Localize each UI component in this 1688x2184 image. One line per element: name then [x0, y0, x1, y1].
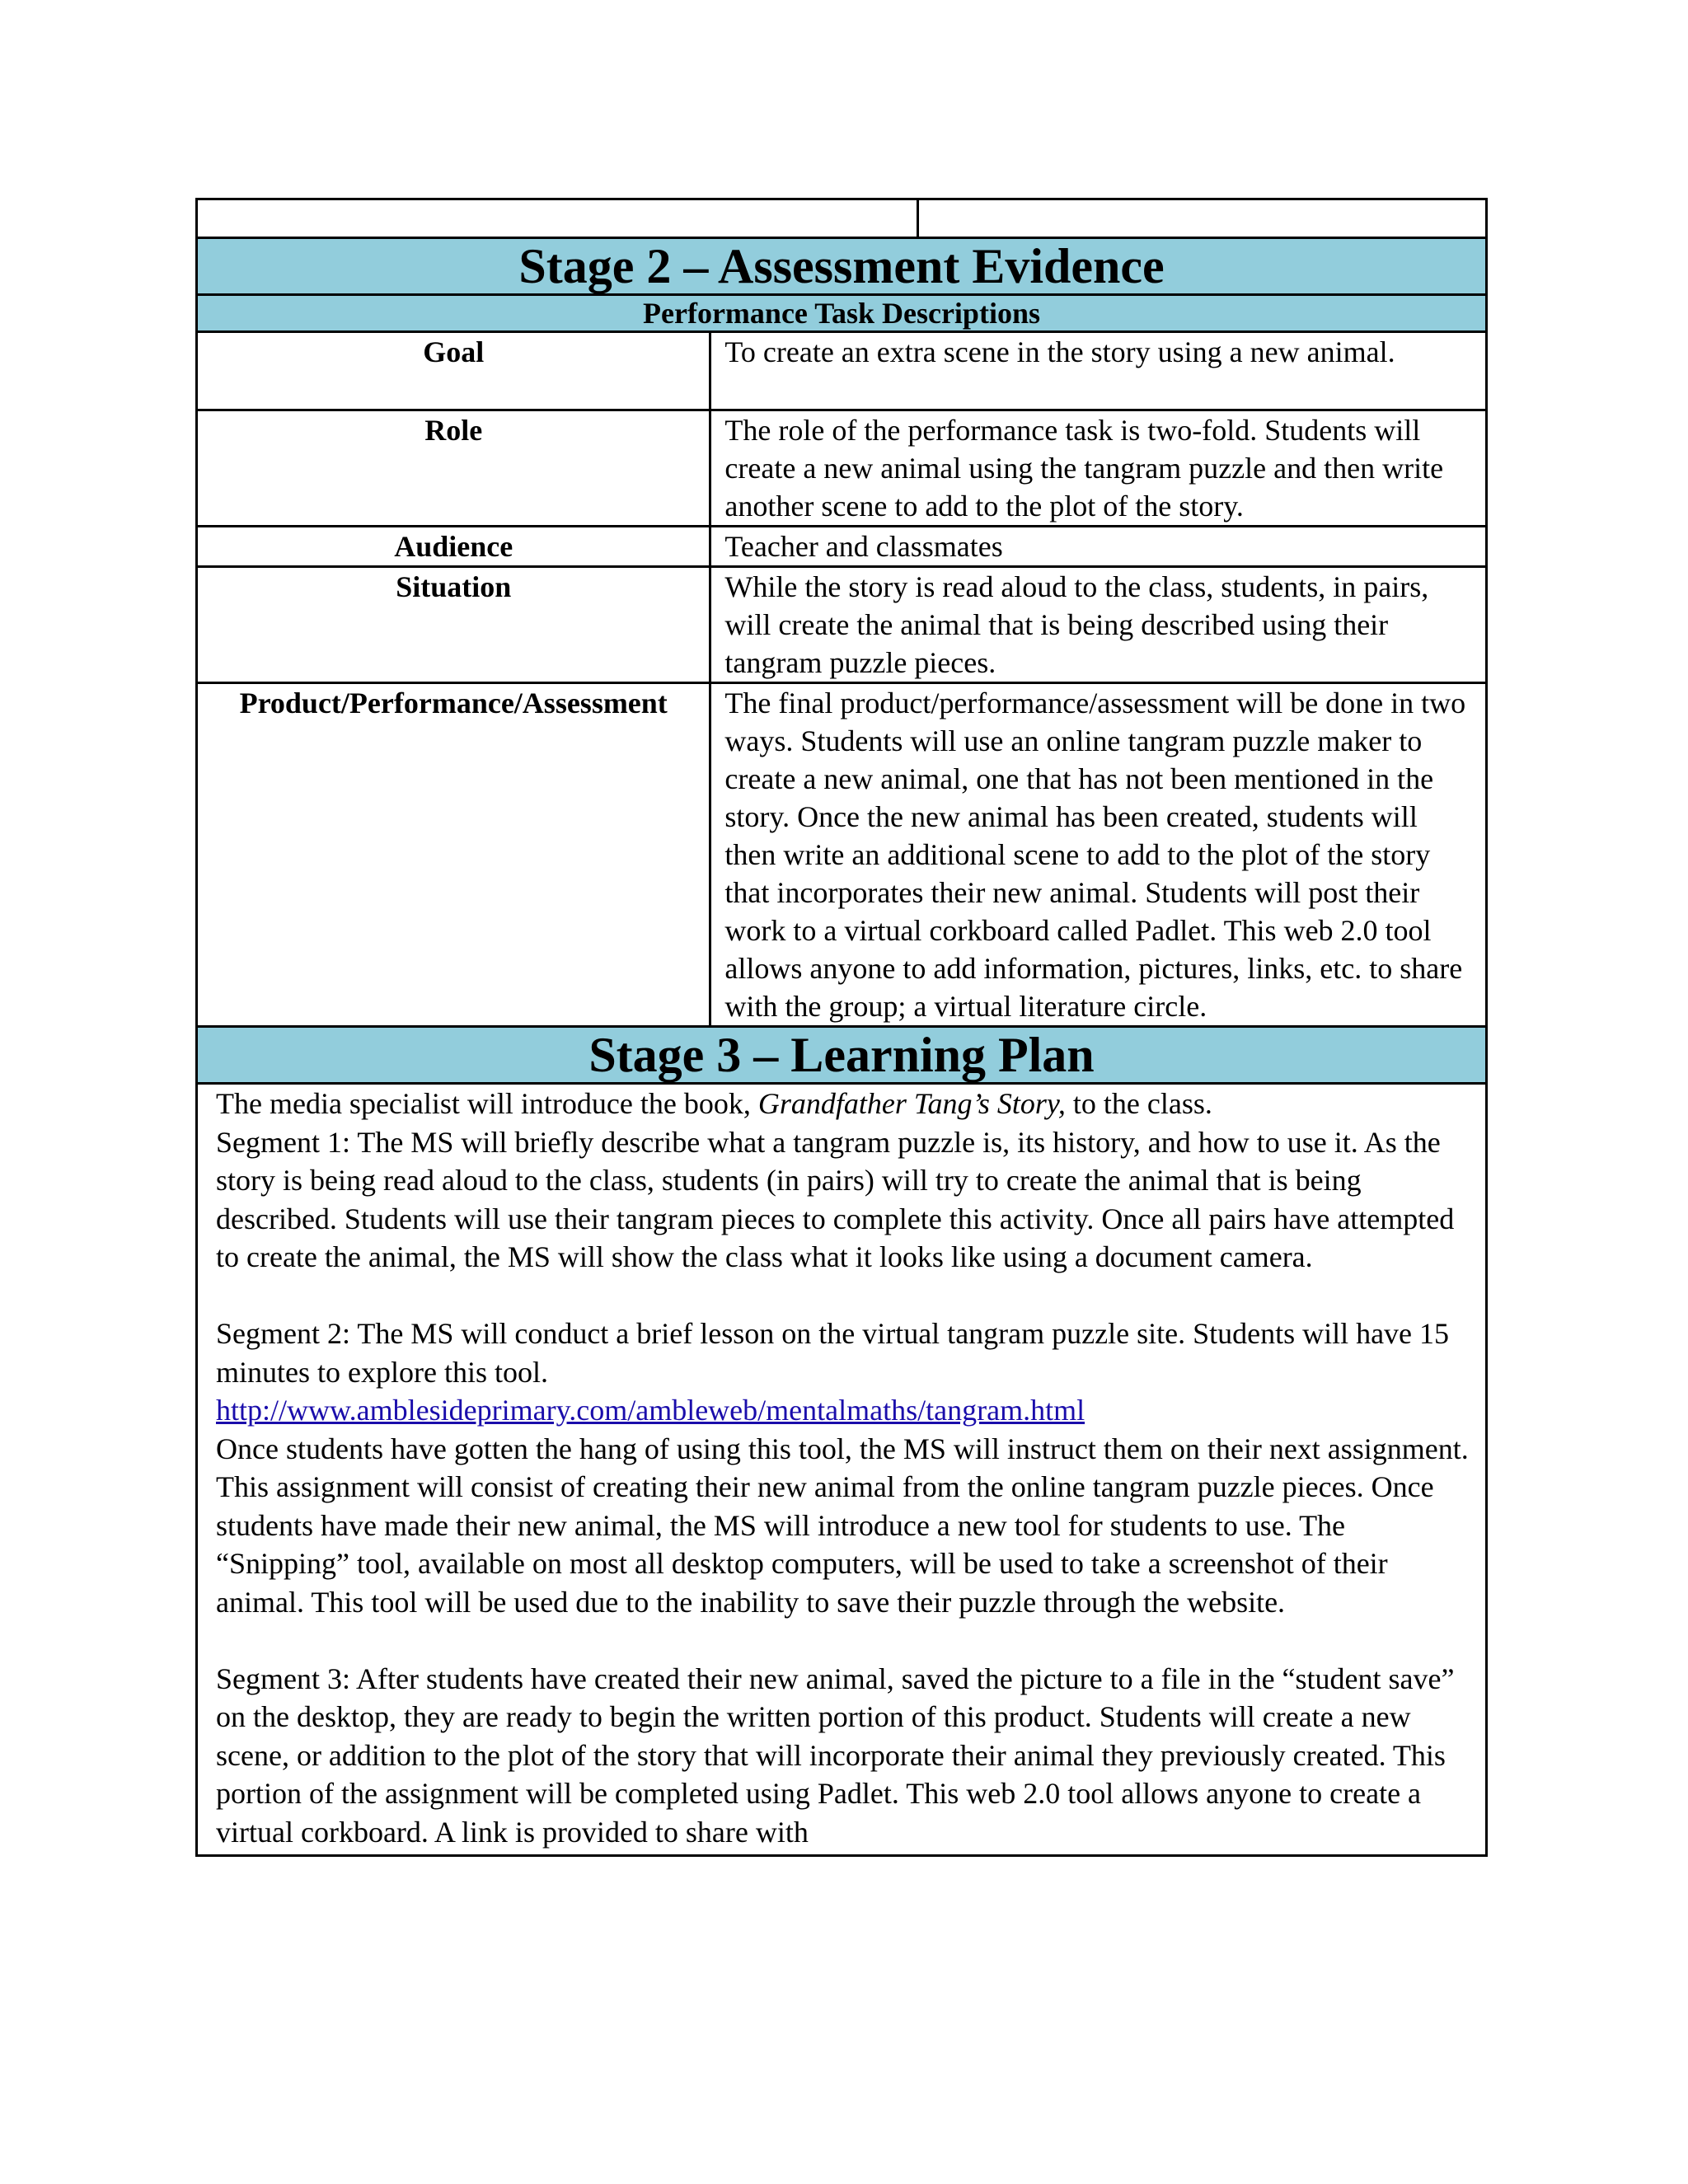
goal-value: To create an extra scene in the story using a new animal. [710, 332, 1487, 410]
empty-cell-left [197, 199, 918, 238]
performance-task-heading: Performance Task Descriptions [197, 295, 1487, 332]
stage3-header-row [197, 1027, 1487, 1084]
empty-header-row [197, 199, 1487, 238]
product-value: The final product/performance/assessment will be done in two ways. Students will use an online tangram puzzle maker to create a new animal, one that has not been mentioned in the story. Once the new animal has been created, students will then write an additional scene to add to the plot of the story that incorporates their new animal. Students will post their work to a virtual corkboard called Padlet. This web 2.0 tool allows anyone to add information, pictures, links, etc. to share with the group; a virtual literature circle. [710, 683, 1487, 1027]
document-page [195, 198, 1488, 1857]
role-row [197, 410, 1487, 527]
role-value: The role of the performance task is two-fold. Students will create a new animal using the tangram puzzle and then write another scene to add to the plot of the story. [710, 410, 1487, 527]
segment2-continued-paragraph: Once students have gotten the hang of using this tool, the MS will instruct them on their next assignment. This assignment will consist of creating their new animal from the online tangram puzzle pieces. Once students have made their new animal, the MS will introduce a new tool for students to use. The “Snipping” tool, available on most all desktop computers, will be used to take a screenshot of their animal. This tool will be used due to the inability to save their puzzle through the website. [216, 1432, 1469, 1619]
stage2-title: Stage 2 – Assessment Evidence [197, 238, 1487, 295]
audience-value: Teacher and classmates [710, 527, 1487, 567]
situation-value: While the story is read aloud to the class, students, in pairs, will create the animal that is being described using their tangram puzzle pieces. [710, 567, 1487, 683]
stage2-header-row [197, 238, 1487, 295]
audience-row [197, 527, 1487, 567]
book-title: Grandfather Tang’s Story, [757, 1087, 1066, 1120]
empty-cell-right [917, 199, 1486, 238]
role-label: Role [197, 410, 710, 527]
goal-label: Goal [197, 332, 710, 410]
learning-plan-row [197, 1084, 1487, 1856]
lesson-plan-table [195, 198, 1488, 1857]
tangram-link-line [216, 1391, 1470, 1430]
learning-plan-body [197, 1084, 1487, 1856]
tangram-link[interactable]: http://www.amblesideprimary.com/ambleweb/mentalmaths/tangram.html [216, 1394, 1085, 1427]
situation-label: Situation [197, 567, 710, 683]
stage2-subheader-row [197, 295, 1487, 332]
intro-text-end: to the class. [1065, 1087, 1212, 1120]
paragraph-gap [216, 1277, 1470, 1315]
audience-label: Audience [197, 527, 710, 567]
product-row [197, 683, 1487, 1027]
stage3-title: Stage 3 – Learning Plan [197, 1027, 1487, 1084]
intro-paragraph [216, 1085, 1470, 1123]
product-label: Product/Performance/Assessment [197, 683, 710, 1027]
segment1-paragraph: Segment 1: The MS will briefly describe what a tangram puzzle is, its history, and how to use it. As the story is being read aloud to the class, students (in pairs) will try to create the animal that is being described. Students will use their tangram pieces to complete this activity. Once all pairs have attempted to create the animal, the MS will show the class what it looks like using a document camera. [216, 1125, 1455, 1273]
intro-text: The media specialist will introduce the book, [216, 1087, 758, 1120]
segment2-paragraph: Segment 2: The MS will conduct a brief lesson on the virtual tangram puzzle site. Students will have 15 minutes to explore this tool. [216, 1317, 1450, 1389]
goal-row [197, 332, 1487, 410]
paragraph-gap [216, 1621, 1470, 1660]
situation-row [197, 567, 1487, 683]
segment3-paragraph: Segment 3: After students have created their new animal, saved the picture to a file in the “student save” on the desktop, they are ready to begin the written portion of this product. Students will create a new scene, or addition to the plot of the story that will incorporate their animal they previously created. This portion of the assignment will be completed using Padlet. This web 2.0 tool allows anyone to create a virtual corkboard. A link is provided to share with [216, 1661, 1455, 1849]
